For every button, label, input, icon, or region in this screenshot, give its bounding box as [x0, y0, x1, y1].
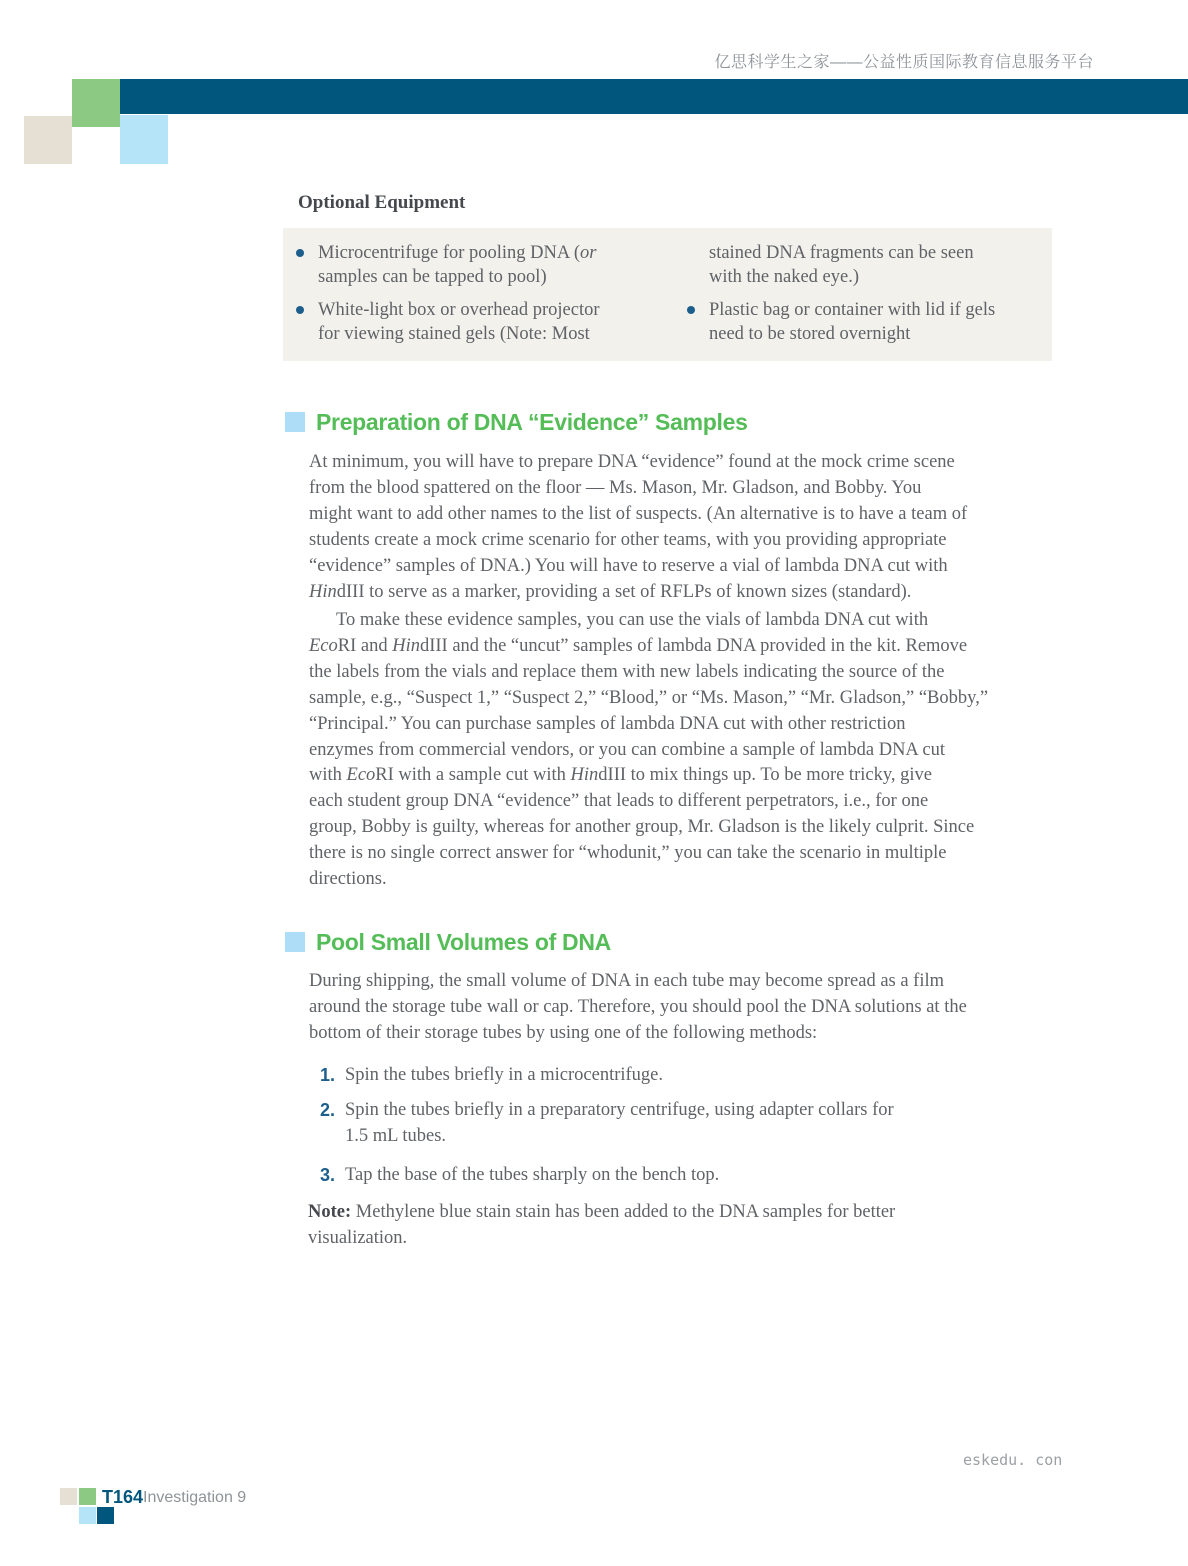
- step-3: [320, 1163, 719, 1189]
- step-text: Tap the base of the tubes sharply on the bench top.: [345, 1165, 720, 1185]
- equipment-column-1: [296, 241, 600, 355]
- footer-beige-square: [60, 1488, 77, 1505]
- equipment-item: [687, 298, 995, 346]
- page-code: T164: [102, 1487, 144, 1507]
- section-heading-preparation: [285, 410, 748, 434]
- bullet-dot-icon: [296, 306, 304, 314]
- page-label: Investigation 9: [143, 1489, 247, 1506]
- equipment-item: [296, 241, 600, 289]
- section-heading-pool: [285, 930, 611, 954]
- step-number: 2.: [320, 1100, 336, 1120]
- bullet-dot-icon: [687, 306, 695, 314]
- note-paragraph: Note: Methylene blue stain stain has been added to the DNA samples for better visualization.: [308, 1202, 896, 1248]
- optional-equipment-heading: Optional Equipment: [298, 192, 466, 213]
- equipment-item-text: Microcentrifuge for pooling DNA (or samples can be tapped to pool): [318, 243, 597, 287]
- optional-equipment-box: [283, 228, 1052, 361]
- footer-lightblue-square: [79, 1507, 96, 1524]
- bullet-dot-icon: [296, 249, 304, 257]
- site-url-text: eskedu. con: [963, 1451, 1063, 1469]
- preparation-paragraph-2: To make these evidence samples, you can use the vials of lambda DNA cut with EcoRI and HindIII and the “uncut” samples of lambda DNA provided in the kit. Remove the labels from the vials and replace them with new labels indicating the source of the sample, e.g., “Suspect 1,” “Suspect 2,” “Blood,” or “Ms. Mason,” “Mr. Gladson,” “Bobby,” “Principal.” You can purchase samples of lambda DNA cut with other restriction enzymes from commercial vendors, or you can combine a sample of lambda DNA cut with EcoRI with a sample cut with HindIII to mix things up. To be more tricky, give each student group DNA “evidence” that leads to different perpetrators, i.e., for one group, Bobby is guilty, whereas for another group, Mr. Gladson is the likely culprit. Since there is no single correct answer for “whodunit,” you can take the scenario in multiple directions.: [309, 610, 989, 890]
- footer-green-square: [79, 1488, 96, 1505]
- section-heading-text: Pool Small Volumes of DNA: [316, 929, 611, 955]
- pool-intro-paragraph: During shipping, the small volume of DNA in each tube may become spread as a film around the storage tube wall or cap. Therefore, you should pool the DNA solutions at the bottom of their storage tubes by using one of the following methods:: [309, 971, 967, 1043]
- equipment-item-text: stained DNA fragments can be seen with the naked eye.): [709, 243, 974, 287]
- preparation-paragraph-1: At minimum, you will have to prepare DNA “evidence” found at the mock crime scene from the blood spattered on the floor — Ms. Mason, Mr. Gladson, and Bobby. You might want to add other names to the list of suspects. (An alternative is to have a team of students create a mock crime scenario for other teams, with you providing appropriate “evidence” samples of DNA.) You will have to reserve a vial of lambda DNA cut with HindIII to serve as a marker, providing a set of RFLPs of known sizes (standard).: [309, 452, 968, 602]
- equipment-item-continuation: [687, 241, 995, 289]
- decor-beige-square: [24, 116, 72, 164]
- equipment-item: [296, 298, 600, 346]
- equipment-item-text: White-light box or overhead projector for viewing stained gels (Note: Most: [318, 300, 600, 344]
- equipment-column-2: [687, 241, 995, 355]
- heading-square-icon: [285, 412, 305, 432]
- step-text: Spin the tubes briefly in a microcentrifuge.: [345, 1065, 664, 1085]
- equipment-item-text: Plastic bag or container with lid if gels need to be stored overnight: [709, 300, 996, 344]
- header-bar-decoration: [120, 79, 1188, 114]
- step-number: 3.: [320, 1165, 336, 1185]
- step-2: [320, 1098, 894, 1150]
- heading-square-icon: [285, 932, 305, 952]
- site-banner-text: 亿思科学生之家——公益性质国际教育信息服务平台: [714, 54, 1094, 71]
- step-1: [320, 1063, 663, 1089]
- step-text: Spin the tubes briefly in a preparatory centrifuge, using adapter collars for 1.5 mL tubes.: [345, 1100, 894, 1146]
- step-number: 1.: [320, 1065, 336, 1085]
- decor-lightblue-square: [120, 115, 168, 164]
- footer-darkblue-square: [97, 1507, 114, 1524]
- decor-green-square: [72, 79, 120, 127]
- section-heading-text: Preparation of DNA “Evidence” Samples: [316, 409, 748, 435]
